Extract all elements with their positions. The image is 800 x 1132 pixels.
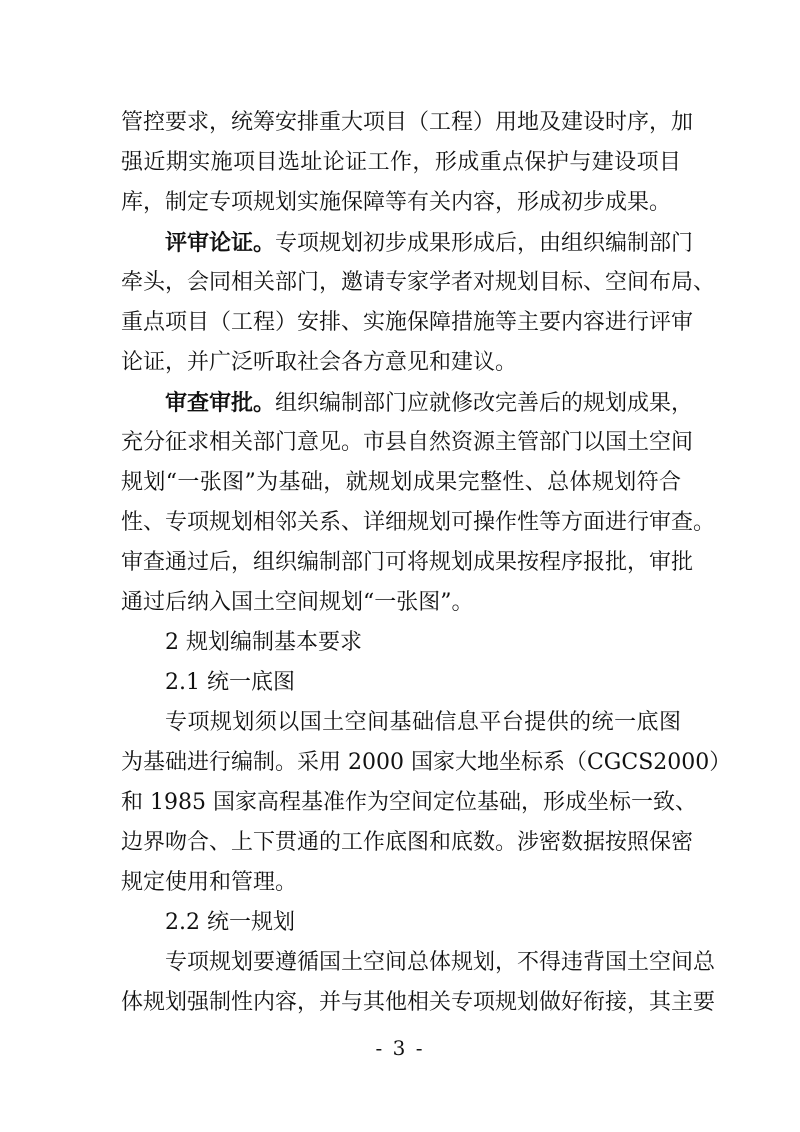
paragraph-line: 牵头，会同相关部门，邀请专家学者对规划目标、空间布局、 bbox=[121, 270, 716, 295]
paragraph-line: 性、专项规划相邻关系、详细规划可操作性等方面进行审查。 bbox=[121, 510, 716, 535]
paragraph-first-line bbox=[165, 386, 694, 420]
paragraph-line: 论证，并广泛听取社会各方意见和建议。 bbox=[121, 350, 518, 375]
page-number: - 3 - bbox=[375, 1036, 425, 1060]
subsection-heading: 2.2 统一规划 bbox=[165, 910, 295, 935]
paragraph-line: 库，制定专项规划实施保障等有关内容，形成初步成果。 bbox=[121, 190, 672, 215]
paragraph-line: 强近期实施项目选址论证工作，形成重点保护与建设项目 bbox=[121, 150, 681, 175]
paragraph-text: 组织编制部门应就修改完善后的规划成果， bbox=[275, 391, 694, 416]
paragraph-line: 管控要求，统筹安排重大项目（工程）用地及建设时序，加 bbox=[121, 110, 694, 135]
paragraph-line: 和 1985 国家高程基准作为空间定位基础，形成坐标一致、 bbox=[121, 790, 697, 815]
section-lead-heading: 评审论证。 bbox=[165, 230, 276, 256]
section-lead-heading: 审查审批。 bbox=[165, 390, 276, 416]
paragraph-first-line bbox=[165, 226, 694, 260]
paragraph-line: 通过后纳入国土空间规划“一张图”。 bbox=[121, 590, 474, 615]
paragraph-line: 规定使用和管理。 bbox=[121, 870, 298, 895]
paragraph-line: 审查通过后，组织编制部门可将规划成果按程序报批，审批 bbox=[121, 550, 694, 575]
paragraph-line: 边界吻合、上下贯通的工作底图和底数。涉密数据按照保密 bbox=[121, 830, 694, 855]
paragraph-line: 重点项目（工程）安排、实施保障措施等主要内容进行评审 bbox=[121, 310, 694, 335]
paragraph-line: 充分征求相关部门意见。市县自然资源主管部门以国土空间 bbox=[121, 430, 694, 455]
paragraph-line: 规划“一张图”为基础，就规划成果完整性、总体规划符合 bbox=[121, 470, 681, 495]
paragraph-line: 为基础进行编制。采用 2000 国家大地坐标系（CGCS2000） bbox=[121, 750, 732, 775]
paragraph-line: 专项规划要遵循国土空间总体规划，不得违背国土空间总 bbox=[165, 950, 716, 975]
section-heading: 2 规划编制基本要求 bbox=[165, 630, 362, 655]
subsection-heading: 2.1 统一底图 bbox=[165, 670, 295, 695]
paragraph-line: 专项规划须以国土空间基础信息平台提供的统一底图 bbox=[165, 710, 681, 735]
paragraph-line: 体规划强制性内容，并与其他相关专项规划做好衔接，其主要 bbox=[121, 990, 716, 1015]
paragraph-text: 专项规划初步成果形成后，由组织编制部门 bbox=[275, 231, 694, 256]
